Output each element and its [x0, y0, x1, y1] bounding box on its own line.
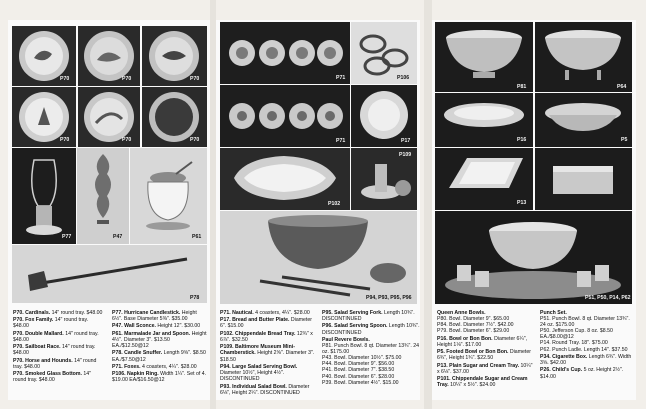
photo-label: P47: [113, 234, 123, 240]
catalog-item: P17. Bread and Butter Plate. Diameter 6". $15.00: [220, 317, 312, 330]
photo-label: P70: [60, 76, 70, 82]
photo-tray-fox-family: [78, 26, 140, 86]
photo-label: P81: [517, 84, 527, 90]
photo-punch-set: [435, 211, 632, 304]
catalog-item: P62. Punch Ladle. Length 14". $37.50: [540, 346, 628, 353]
photo-label: P102: [328, 201, 341, 207]
catalog-item: P70. Double Mallard. 14" round tray. $48.00: [13, 330, 99, 343]
photo-tray-horse-and-hounds: [78, 87, 140, 147]
photo-tray-cardinals: [12, 26, 76, 86]
catalog-item: P71. Foxes. 4 coasters, 4¼". $28.00: [112, 363, 197, 370]
catalog-item: P61. Marmalade Jar and Spoon. Height 4½". Diameter 3". $13.50 EA./$12.50@12: [112, 330, 207, 350]
catalog-item: P14. Round Tray. 18". $75.00: [540, 340, 608, 347]
item-list-column-3: [220, 310, 318, 397]
photo-label: P78: [190, 295, 200, 301]
catalog-item: P95. Salad Serving Fork. Length 10¾". DISCONTINUED: [322, 310, 415, 323]
catalog-item: P71. Nautical. 4 coasters, 4¼". $28.00: [220, 310, 310, 316]
photo-candle-snuffer: [12, 245, 207, 303]
photo-label: P109: [399, 152, 412, 158]
catalog-item: P81. Punch Bowl. 8 qt. Diameter 13¾". 24 oz. $175.00: [322, 343, 419, 356]
photo-label: P70: [60, 137, 70, 143]
catalog-item: P78. Candle Snuffer. Length 9⅝". $8.50 EA./$7.50@12: [112, 350, 206, 363]
catalog-item: P96. Salad Serving Spoon. Length 10¾". DISCONTINUED: [322, 323, 420, 336]
catalog-item: P26. Child's Cup. 5 oz. Height 2½". $14.00: [540, 367, 624, 380]
photo-napkin-rings: [351, 22, 417, 84]
photo-label: P70: [190, 137, 200, 143]
photo-bread-butter-plate: [351, 85, 417, 147]
photo-label: P13: [517, 200, 527, 206]
catalog-item: P70. Horse and Hounds. 14" round tray. $48.00: [13, 357, 97, 370]
photo-wall-sconce: [77, 148, 129, 244]
photo-marmalade-jar: [130, 148, 207, 244]
catalog-item: P51. Punch Bowl. 8 qt. Diameter 13¾". 24 oz. $175.00: [540, 316, 630, 329]
catalog-item: P70. Sailboat Race. 14" round tray. $48.00: [13, 344, 96, 357]
photo-queen-anne-bowl: [535, 22, 632, 92]
photo-mini-chamberstick: [351, 148, 417, 210]
catalog-item: P16. Bowl or Bon Bon. Diameter 6¼", Height 1⅛". $17.00: [437, 335, 528, 348]
catalog-item: P50. Jefferson Cup. 8 oz. $8.50 EA./$8.00@12: [540, 328, 613, 341]
catalog-item: P43. Bowl. Diameter 10½". $75.00: [322, 355, 402, 362]
catalog-item: P34. Cigarette Box. Length 6¾". Width 3⅝. $42.00: [540, 353, 632, 367]
catalog-item: P44. Bowl. Diameter 9". $56.00: [322, 361, 395, 368]
photo-cigarette-box: [535, 148, 632, 210]
photo-label: P77: [62, 234, 72, 240]
photo-fox-coasters: [220, 85, 350, 147]
catalog-item: P80. Bowl. Diameter 9". $65.00: [437, 316, 510, 323]
catalog-item: Paul Revere Bowls.: [322, 336, 370, 343]
photo-label: P61: [192, 234, 202, 240]
photo-label: P94, P93, P95, P96: [366, 295, 412, 301]
page-fold: [424, 0, 432, 409]
catalog-item: P101. Chippendale Sugar and Cream Tray. 10¼" x 5½". $24.00: [437, 376, 528, 389]
photo-label: P64: [617, 84, 627, 90]
photo-label: P5: [621, 137, 628, 143]
photo-label: P71: [336, 75, 346, 81]
photo-label: P70: [122, 76, 132, 82]
catalog-item: P102. Chippendale Bread Tray. 12¾" x 6⅞". $32.50: [220, 330, 313, 343]
catalog-item: P109. Baltimore Museum Mini-Chamberstick. Height 2⅝". Diameter 3". $18.50: [220, 344, 315, 363]
catalog-item: P39. Bowl. Diameter 4½". $15.00: [322, 379, 399, 386]
photo-bon-bon-bowl: [435, 93, 533, 147]
item-list-column-5: [437, 310, 533, 390]
catalog-item: P41. Bowl. Diameter 7". $38.50: [322, 367, 395, 374]
page-fold: [210, 0, 216, 409]
catalog-item: P5. Footed Bowl or Bon Bon. Diameter 6¾", Height 1¾". $22.50: [437, 349, 531, 362]
catalog-item: P70. Fox Family. 14" round tray. $48.00: [13, 317, 89, 330]
item-list-column-2: [112, 310, 208, 385]
photo-label: P71: [336, 138, 346, 144]
photo-nautical-coasters: [220, 22, 350, 84]
catalog-item: Punch Set.: [540, 310, 567, 316]
catalog-item: P13. Plain Sugar and Cream Tray. 10¼" x 6⅛". $37.00: [437, 362, 533, 375]
photo-footed-bowl: [535, 93, 632, 147]
photo-hurricane-candlestick: [12, 148, 76, 244]
catalog-item: P77. Hurricane Candlestick. Height 6½". Base Diameter 5⅜". $35.00: [112, 310, 197, 323]
photo-label: P70: [122, 137, 132, 143]
photo-sugar-cream-tray: [435, 148, 533, 210]
photo-label: P106: [397, 75, 410, 81]
catalog-item: P106. Napkin Ring. Width 1¼". Set of 4. $19.00 EA/$16.50@12: [112, 371, 207, 384]
catalog-item: P84. Bowl. Diameter 7½". $42.00: [437, 322, 514, 329]
photo-tray-double-mallard: [142, 26, 207, 86]
catalog-item: P70. Cardinals. 14" round tray. $48.00: [13, 310, 103, 316]
photo-tray-smoked-glass: [142, 87, 207, 147]
catalog-item: Queen Anne Bowls.: [437, 310, 486, 316]
catalog-item: P93. Individual Salad Bowl. Diameter 6⅛", Height 2¼". DISCONTINUED: [220, 383, 310, 396]
photo-tray-sailboat-race: [12, 87, 76, 147]
catalog-item: P79. Bowl. Diameter 6". $29.00: [437, 328, 510, 335]
item-list-column-1: [13, 310, 105, 385]
photo-label: P17: [401, 138, 411, 144]
catalog-item: P47. Wall Sconce. Height 12". $30.00: [112, 323, 201, 330]
photo-chippendale-bread-tray: [220, 148, 350, 210]
item-list-column-4: [322, 310, 420, 386]
item-list-column-6: [540, 310, 632, 381]
photo-label: P51, P50, P14, P62: [585, 295, 631, 301]
photo-label: P70: [190, 76, 200, 82]
catalog-item: P40. Bowl. Diameter 6". $28.00: [322, 373, 395, 380]
catalog-item: P94. Large Salad Serving Bowl. Diameter 10½", Height 4½". DISCONTINUED: [220, 363, 298, 383]
catalog-item: P70. Smoked Glass Bottom. 14" round tray. $48.00: [13, 371, 91, 384]
photo-label: P16: [517, 137, 527, 143]
photo-paul-revere-bowl: [435, 22, 533, 92]
photo-salad-bowl-set: [220, 211, 417, 304]
